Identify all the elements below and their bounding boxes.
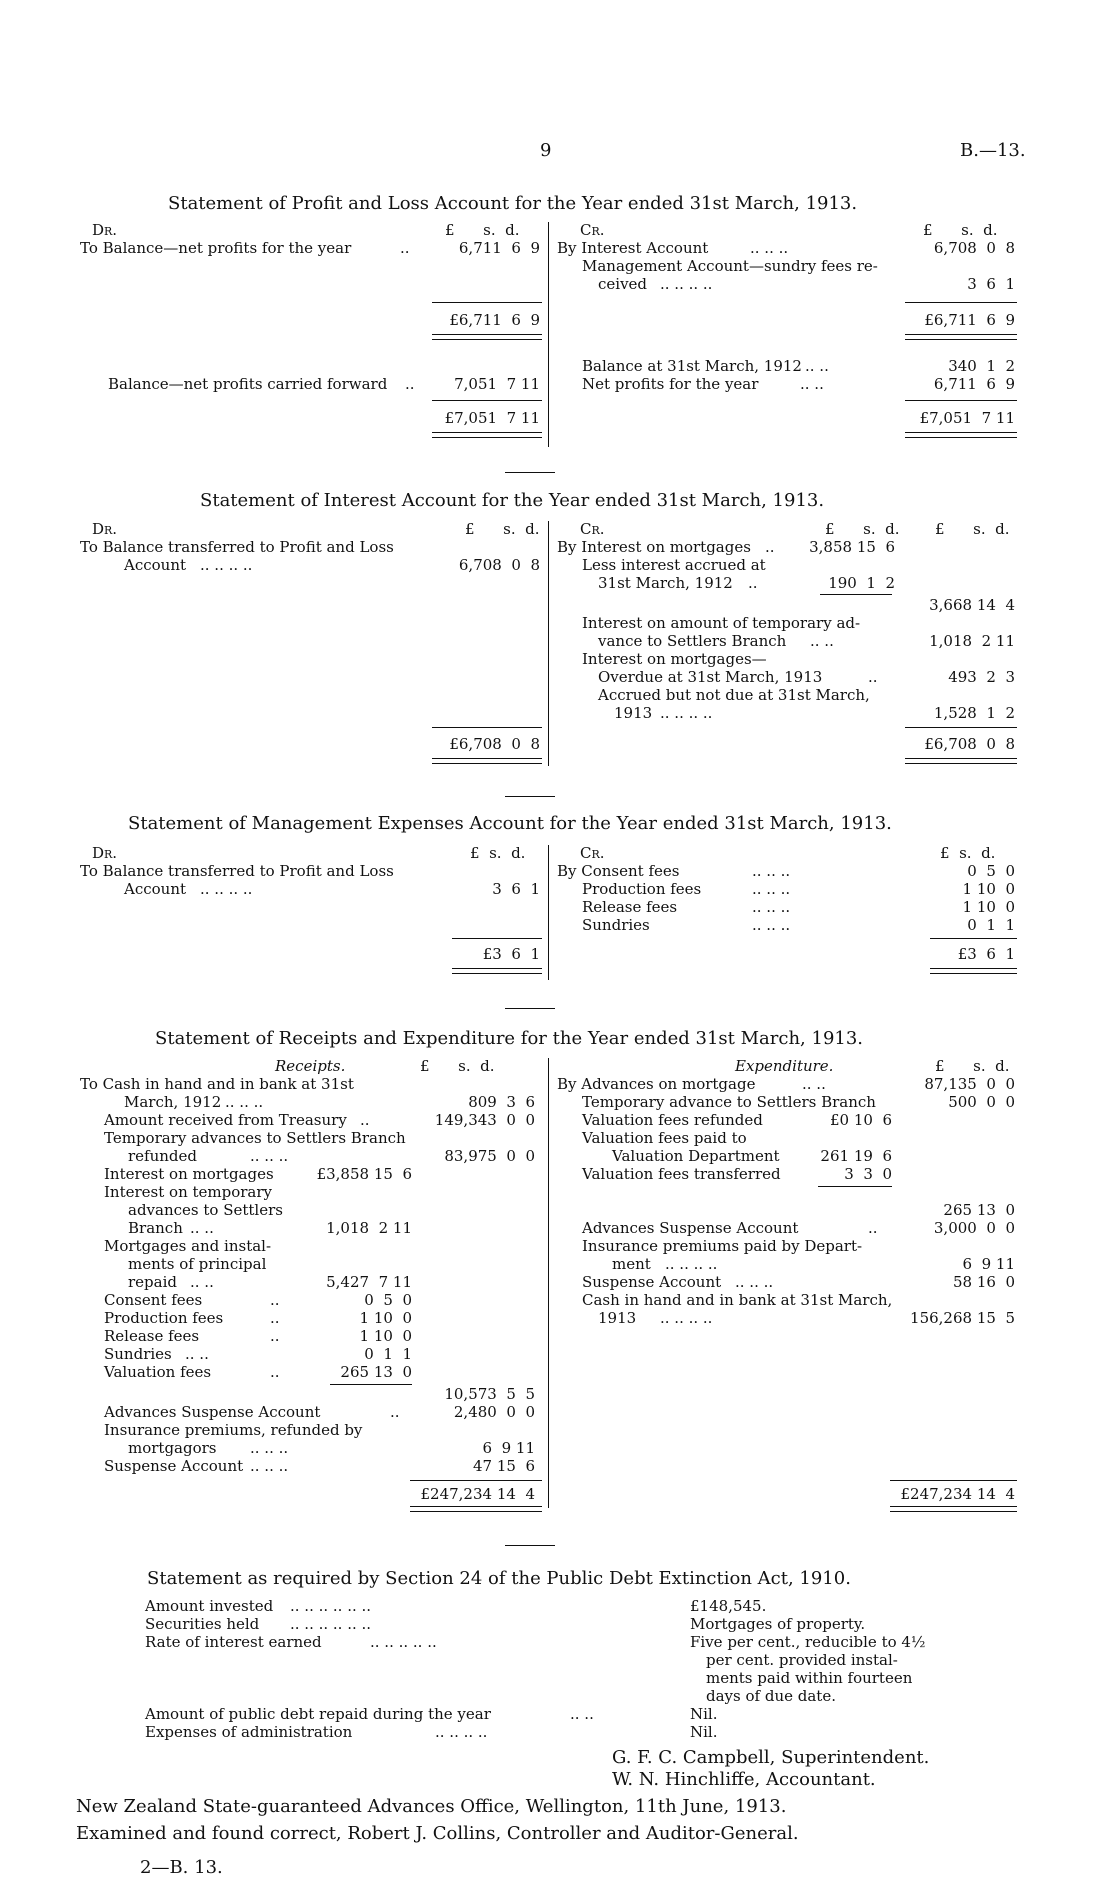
re-e-money-header: £ s. d. xyxy=(935,1057,1010,1075)
mgmt-dr-label: Dr. xyxy=(92,844,118,862)
re-r-line: Release fees xyxy=(104,1327,200,1345)
re-e-amt: 156,268 15 5 xyxy=(910,1309,1015,1327)
pl-rule xyxy=(905,400,1017,401)
int-cr-sub1: 3,858 15 6 xyxy=(809,538,895,556)
re-dots: .. .. .. .. xyxy=(665,1255,718,1273)
pl-total-dr1: £6,711 6 9 xyxy=(449,311,540,329)
pl-cr-amt1: 6,708 0 8 xyxy=(933,239,1015,257)
mgmt-cr-item-label: Sundries xyxy=(582,916,650,934)
pl-dr-line3: Balance—net profits carried forward xyxy=(108,375,388,393)
pl-rule xyxy=(432,302,542,303)
int-cr-line5: Overdue at 31st March, 1913 xyxy=(598,668,823,686)
pl-dr-amt3: 7,051 7 11 xyxy=(454,375,540,393)
pl-cr-header: £ s. d. xyxy=(923,221,998,239)
pl-total-cr2: £7,051 7 11 xyxy=(919,409,1015,427)
pl-divider xyxy=(548,222,549,447)
re-r-amt: 6 9 11 xyxy=(482,1439,535,1457)
pdea-value: days of due date. xyxy=(706,1687,836,1705)
mgmt-cr-item-amt: 1 10 0 xyxy=(962,880,1015,898)
mgmt-divider xyxy=(548,845,549,980)
re-r-amt: 149,343 0 0 xyxy=(434,1111,535,1129)
re-r-line: Interest on temporary xyxy=(104,1183,273,1201)
re-dots: .. .. xyxy=(190,1219,214,1237)
int-cr-line6b: 1913 xyxy=(614,704,653,722)
pl-cr-line1: By Interest Account xyxy=(557,239,709,257)
re-rule xyxy=(410,1480,542,1481)
pl-cr-amt3: 340 1 2 xyxy=(948,357,1015,375)
re-dots: .. .. .. xyxy=(225,1093,264,1111)
mgmt-cr-item-label: By Consent fees xyxy=(557,862,680,880)
re-r-sub: 1 10 0 xyxy=(359,1309,412,1327)
re-dots: .. .. .. xyxy=(250,1147,289,1165)
int-rule xyxy=(432,727,542,728)
re-r-line: Valuation fees xyxy=(104,1363,212,1381)
pl-total-cr1: £6,711 6 9 xyxy=(924,311,1015,329)
int-double-rule xyxy=(432,758,542,764)
sheet-number: 2—B. 13. xyxy=(140,1857,223,1878)
mgmt-dr-line1b: Account xyxy=(124,880,187,898)
int-dr-label: Dr. xyxy=(92,520,118,538)
re-e-line: By Advances on mortgage xyxy=(557,1075,756,1093)
report-code: B.—13. xyxy=(960,140,1026,161)
mgmt-cr-header: £ s. d. xyxy=(940,844,996,862)
pl-dots: .. .. .. .. xyxy=(660,275,713,293)
int-cr-label: Cr. xyxy=(580,520,605,538)
section-separator xyxy=(505,472,555,473)
re-dots: .. .. .. xyxy=(735,1273,774,1291)
re-receipts-header: Receipts. xyxy=(275,1057,346,1075)
pdea-value: per cent. provided instal- xyxy=(706,1651,898,1669)
mgmt-dots: .. .. .. xyxy=(752,916,791,934)
int-rule xyxy=(905,727,1017,728)
re-r-sub: £3,858 15 6 xyxy=(316,1165,412,1183)
re-expenditure-header: Expenditure. xyxy=(735,1057,834,1075)
re-dots: .. xyxy=(270,1327,280,1345)
mgmt-rule xyxy=(452,938,542,939)
pdea-value: Nil. xyxy=(690,1723,718,1741)
re-r-amt: 809 3 6 xyxy=(468,1093,535,1111)
pdea-label: Amount of public debt repaid during the year xyxy=(145,1705,491,1723)
pl-rule xyxy=(432,400,542,401)
section-separator xyxy=(505,1545,555,1546)
int-dots: .. xyxy=(868,668,878,686)
int-rule xyxy=(820,594,892,595)
re-e-sub: 3 3 0 xyxy=(844,1165,892,1183)
re-dots: .. xyxy=(270,1291,280,1309)
re-e-line: Suspense Account xyxy=(582,1273,722,1291)
re-double-rule xyxy=(410,1506,542,1512)
re-r-sub: 0 5 0 xyxy=(364,1291,412,1309)
int-cr-line6a: Accrued but not due at 31st March, xyxy=(598,686,870,704)
re-e-amt: 3,000 0 0 xyxy=(933,1219,1015,1237)
pdea-dots: .. .. .. .. xyxy=(435,1723,488,1741)
re-r-line: mortgagors xyxy=(128,1439,217,1457)
re-title: Statement of Receipts and Expenditure for the Year ended 31st March, 1913. xyxy=(155,1028,864,1049)
pl-cr-line2a: Management Account—sundry fees re- xyxy=(582,257,878,275)
int-double-rule xyxy=(905,758,1017,764)
mgmt-cr-item-amt: 1 10 0 xyxy=(962,898,1015,916)
pl-double-rule xyxy=(432,432,542,438)
re-r-total: £247,234 14 4 xyxy=(420,1485,535,1503)
re-e-sub: 261 19 6 xyxy=(820,1147,892,1165)
re-dots: .. .. xyxy=(185,1345,209,1363)
int-cr-amt-d: 1,528 1 2 xyxy=(933,704,1015,722)
pdea-value: Nil. xyxy=(690,1705,718,1723)
re-dots: .. .. .. xyxy=(250,1439,289,1457)
pl-dr-header: £ s. d. xyxy=(445,221,520,239)
int-cr-header1: £ s. d. xyxy=(825,520,900,538)
re-r-line: Mortgages and instal- xyxy=(104,1237,272,1255)
pl-dr-line1: To Balance—net profits for the year xyxy=(80,239,352,257)
re-r-money-header: £ s. d. xyxy=(420,1057,495,1075)
re-r-line: To Cash in hand and in bank at 31st xyxy=(80,1075,354,1093)
re-e-amt: 58 16 0 xyxy=(952,1273,1015,1291)
int-cr-line4: Interest on mortgages— xyxy=(582,650,767,668)
int-cr-line3b: vance to Settlers Branch xyxy=(598,632,787,650)
int-dots: .. .. .. .. xyxy=(660,704,713,722)
office-line: New Zealand State-guaranteed Advances Office, Wellington, 11th June, 1913. xyxy=(76,1796,787,1817)
re-r-sub: 1,018 2 11 xyxy=(326,1219,412,1237)
int-total-dr: £6,708 0 8 xyxy=(449,735,540,753)
mgmt-cr-item-label: Release fees xyxy=(582,898,678,916)
re-r-line: Sundries xyxy=(104,1345,172,1363)
re-dots: .. .. xyxy=(190,1273,214,1291)
int-cr-amt-a: 3,668 14 4 xyxy=(929,596,1015,614)
re-r-line: Suspense Account xyxy=(104,1457,244,1475)
pdea-label: Expenses of administration xyxy=(145,1723,353,1741)
re-r-line: Amount received from Treasury xyxy=(104,1111,347,1129)
pl-cr-line3: Balance at 31st March, 1912 xyxy=(582,357,802,375)
int-dots: .. .. xyxy=(810,632,834,650)
re-r-line: Branch xyxy=(128,1219,183,1237)
mgmt-rule xyxy=(930,938,1017,939)
pl-dr-amt1: 6,711 6 9 xyxy=(458,239,540,257)
page-number: 9 xyxy=(540,140,552,161)
re-divider xyxy=(548,1058,549,1508)
re-e-sub: £0 10 6 xyxy=(829,1111,892,1129)
pl-dots: .. .. .. xyxy=(750,239,789,257)
re-r-line: Advances Suspense Account xyxy=(104,1403,321,1421)
re-r-amt: 83,975 0 0 xyxy=(444,1147,535,1165)
re-rule xyxy=(330,1384,412,1385)
re-e-amt: 6 9 11 xyxy=(962,1255,1015,1273)
re-r-line: refunded xyxy=(128,1147,198,1165)
re-r-amt: 47 15 6 xyxy=(472,1457,535,1475)
mgmt-dots: .. .. .. xyxy=(752,880,791,898)
int-dr-line1b: Account xyxy=(124,556,187,574)
int-cr-line2a: Less interest accrued at xyxy=(582,556,766,574)
re-e-amt: 265 13 0 xyxy=(943,1201,1015,1219)
pdea-dots: .. .. .. .. .. .. xyxy=(290,1597,372,1615)
examined-line: Examined and found correct, Robert J. Collins, Controller and Auditor-General. xyxy=(76,1823,799,1844)
pdea-dots: .. .. xyxy=(570,1705,594,1723)
int-dr-header: £ s. d. xyxy=(465,520,540,538)
re-dots: .. xyxy=(868,1219,878,1237)
pl-rule xyxy=(905,302,1017,303)
re-r-amt: 2,480 0 0 xyxy=(453,1403,535,1421)
mgmt-dr-amt1: 3 6 1 xyxy=(492,880,540,898)
int-cr-amt-c: 493 2 3 xyxy=(948,668,1015,686)
int-cr-sub2: 190 1 2 xyxy=(828,574,895,592)
re-e-line: Valuation fees refunded xyxy=(582,1111,763,1129)
re-dots: .. xyxy=(270,1363,280,1381)
pl-double-rule xyxy=(905,334,1017,340)
int-dr-line1a: To Balance transferred to Profit and Loss xyxy=(80,538,394,556)
re-r-sub: 5,427 7 11 xyxy=(326,1273,412,1291)
mgmt-title: Statement of Management Expenses Account for the Year ended 31st March, 1913. xyxy=(128,813,892,834)
section-separator xyxy=(505,1008,555,1009)
re-e-line: Cash in hand and in bank at 31st March, xyxy=(582,1291,893,1309)
pl-cr-line2b: ceived xyxy=(598,275,648,293)
pl-dots: .. xyxy=(405,375,415,393)
pl-cr-amt4: 6,711 6 9 xyxy=(933,375,1015,393)
pl-cr-line4: Net profits for the year xyxy=(582,375,759,393)
pl-dots: .. .. xyxy=(805,357,829,375)
re-rule xyxy=(818,1186,892,1187)
pl-cr-label: Cr. xyxy=(580,221,605,239)
int-divider xyxy=(548,521,549,766)
pdea-label: Rate of interest earned xyxy=(145,1633,322,1651)
re-r-amt: 10,573 5 5 xyxy=(444,1385,535,1403)
int-total-cr: £6,708 0 8 xyxy=(924,735,1015,753)
pdea-dots: .. .. .. .. .. .. xyxy=(290,1615,372,1633)
int-cr-line3a: Interest on amount of temporary ad- xyxy=(582,614,861,632)
int-cr-line2b: 31st March, 1912 xyxy=(598,574,733,592)
mgmt-cr-item-label: Production fees xyxy=(582,880,702,898)
pdea-value: Five per cent., reducible to 4½ xyxy=(690,1633,926,1651)
mgmt-dots: .. .. .. .. xyxy=(200,880,253,898)
pdea-dots: .. .. .. .. .. xyxy=(370,1633,437,1651)
int-cr-line1: By Interest on mortgages xyxy=(557,538,751,556)
re-e-line: Valuation fees paid to xyxy=(582,1129,747,1147)
re-r-line: March, 1912 xyxy=(124,1093,222,1111)
re-e-line: Temporary advance to Settlers Branch xyxy=(582,1093,876,1111)
pl-double-rule xyxy=(432,334,542,340)
re-e-line: Valuation fees transferred xyxy=(582,1165,781,1183)
mgmt-cr-label: Cr. xyxy=(580,844,605,862)
re-r-line: advances to Settlers xyxy=(128,1201,283,1219)
re-r-line: repaid xyxy=(128,1273,177,1291)
int-dots: .. xyxy=(765,538,775,556)
re-e-line: Valuation Department xyxy=(612,1147,780,1165)
re-e-amt: 500 0 0 xyxy=(948,1093,1015,1111)
int-cr-header2: £ s. d. xyxy=(935,520,1010,538)
pdea-label: Securities held xyxy=(145,1615,260,1633)
pdea-value: ments paid within fourteen xyxy=(706,1669,913,1687)
re-dots: .. .. .. .. xyxy=(660,1309,713,1327)
mgmt-dots: .. .. .. xyxy=(752,898,791,916)
re-e-amt: 87,135 0 0 xyxy=(924,1075,1015,1093)
re-dots: .. xyxy=(390,1403,400,1421)
re-dots: .. xyxy=(270,1309,280,1327)
pdea-title: Statement as required by Section 24 of the Public Debt Extinction Act, 1910. xyxy=(147,1568,851,1589)
re-r-line: Consent fees xyxy=(104,1291,203,1309)
pl-total-dr2: £7,051 7 11 xyxy=(444,409,540,427)
mgmt-dots: .. .. .. xyxy=(752,862,791,880)
re-dots: .. .. xyxy=(802,1075,826,1093)
re-r-sub: 265 13 0 xyxy=(340,1363,412,1381)
pl-dr-label: Dr. xyxy=(92,221,118,239)
re-e-line: Advances Suspense Account xyxy=(582,1219,799,1237)
mgmt-dr-line1a: To Balance transferred to Profit and Loss xyxy=(80,862,394,880)
re-r-line: Temporary advances to Settlers Branch xyxy=(104,1129,406,1147)
pl-title: Statement of Profit and Loss Account for the Year ended 31st March, 1913. xyxy=(168,193,858,214)
pdea-value: Mortgages of property. xyxy=(690,1615,866,1633)
re-double-rule xyxy=(890,1506,1017,1512)
re-dots: .. .. .. xyxy=(250,1457,289,1475)
re-e-line: Insurance premiums paid by Depart- xyxy=(582,1237,863,1255)
mgmt-double-rule xyxy=(452,968,542,974)
int-title: Statement of Interest Account for the Year ended 31st March, 1913. xyxy=(200,490,825,511)
pdea-value: £148,545. xyxy=(690,1597,767,1615)
pl-dots: .. .. xyxy=(800,375,824,393)
pl-dots: .. xyxy=(400,239,410,257)
mgmt-total-cr: £3 6 1 xyxy=(957,945,1015,963)
re-r-line: Interest on mortgages xyxy=(104,1165,274,1183)
pl-double-rule xyxy=(905,432,1017,438)
int-dots: .. .. .. .. xyxy=(200,556,253,574)
re-r-sub: 1 10 0 xyxy=(359,1327,412,1345)
re-dots: .. xyxy=(360,1111,370,1129)
mgmt-cr-item-amt: 0 5 0 xyxy=(967,862,1015,880)
re-e-line: ment xyxy=(612,1255,651,1273)
int-dots: .. xyxy=(748,574,758,592)
int-cr-amt-b: 1,018 2 11 xyxy=(929,632,1015,650)
mgmt-dr-header: £ s. d. xyxy=(470,844,526,862)
signature-superintendent: G. F. C. Campbell, Superintendent. xyxy=(612,1747,930,1768)
int-dr-amt1: 6,708 0 8 xyxy=(458,556,540,574)
re-e-total: £247,234 14 4 xyxy=(900,1485,1015,1503)
section-separator xyxy=(505,796,555,797)
re-r-line: Production fees xyxy=(104,1309,224,1327)
re-e-line: 1913 xyxy=(598,1309,637,1327)
mgmt-double-rule xyxy=(930,968,1017,974)
pdea-label: Amount invested xyxy=(145,1597,274,1615)
signature-accountant: W. N. Hinchliffe, Accountant. xyxy=(612,1769,876,1790)
mgmt-total-dr: £3 6 1 xyxy=(482,945,540,963)
pl-cr-amt2: 3 6 1 xyxy=(967,275,1015,293)
re-rule xyxy=(890,1480,1017,1481)
re-r-sub: 0 1 1 xyxy=(364,1345,412,1363)
re-r-line: ments of principal xyxy=(128,1255,267,1273)
re-r-line: Insurance premiums, refunded by xyxy=(104,1421,363,1439)
mgmt-cr-item-amt: 0 1 1 xyxy=(967,916,1015,934)
